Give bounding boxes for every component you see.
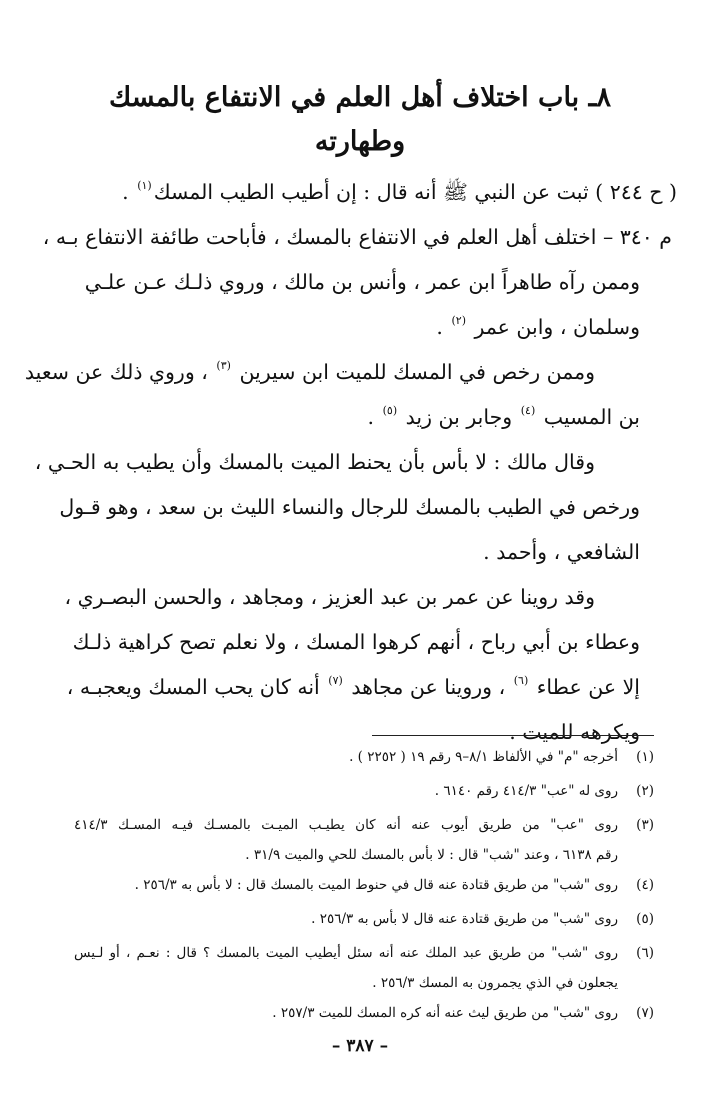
footnote: [74, 808, 654, 868]
footnote: [74, 996, 654, 1030]
footnote-text: روى له "عب" ٤١٤/٣ رقم ٦١٤٠ .: [434, 783, 618, 799]
footnote: [74, 902, 654, 936]
text-line: وعطاء بن أبي رباح ، أنهم كرهوا المسك ، ولا نعلم تصح كراهية ذلـك: [72, 630, 640, 654]
footnote-text: روى "عب" من طريق أيوب عنه أنه كان يطيـب الميـت بالمسـك فيـه المسـك ٤١٤/٣: [74, 817, 618, 833]
text-line: الشافعي ، وأحمد .: [483, 540, 640, 564]
footnote-ref: (٢): [451, 314, 466, 328]
footnote-ref: (٧): [328, 674, 343, 688]
footnote-number: (٢): [636, 783, 654, 799]
text-line: وقال مالك : لا بأس بأن يحنط الميت بالمسك وأن يطيب به الحـي ،: [34, 450, 595, 474]
footnote-text: أخرجه "م" في الألفاظ ٨/١–٩ رقم ١٩ ( ٢٢٥٢ ) .: [349, 749, 618, 765]
footnote-text: روى "شب" من طريق عبد الملك عنه أنه سئل أيطيب الميت بالمسك ؟ قال : نعـم ، أو لـيس: [74, 945, 618, 961]
main-text: [24, 170, 677, 755]
text-line: وسلمان ، وابن عمر $^{(٢)}$ .: [436, 314, 640, 339]
footnote-ref: (٣): [216, 359, 231, 373]
footnote-ref: (٦): [513, 674, 529, 688]
footnote-ref: (٥): [382, 404, 398, 418]
footnote-ref: (٤): [520, 404, 536, 418]
page-number: – ٣٨٧ –: [331, 1036, 389, 1056]
text-line: ويكرهه للميت .: [509, 720, 640, 744]
footnote-text: روى "شب" من طريق قتادة عنه قال في حنوط الميت بالمسك قال : لا بأس به ٢٥٦/٣ .: [134, 877, 618, 893]
text-line: م ٣٤٠ – اختلف أهل العلم في الانتفاع بالمسك ، فأباحت طائفة الانتفاع بـه ،: [42, 225, 672, 249]
footnote-number: (٦): [636, 945, 654, 961]
footnote-number: (٥): [636, 911, 654, 927]
text-line: وممن رآه طاهراً ابن عمر ، وأنس بن مالك ، وروي ذلـك عـن علـي: [84, 270, 640, 294]
footnote: [74, 740, 654, 774]
footnote-divider: [372, 735, 654, 736]
text-line: ورخص في الطيب بالمسك للرجال والنساء الليث بن سعد ، وهو قـول: [59, 495, 640, 519]
hadith-line: ( ح ٢٤٤ ) ثبت عن النبي ﷺ أنه قال : إن أطيب الطيب المسك$^{(١)}$ .: [122, 179, 677, 204]
text-line: وممن رخص في المسك للميت ابن سيرين $^{(٣)}$ ، وروي ذلك عن سعيد: [24, 359, 595, 384]
text-line: بن المسيب $^{(٤)}$ وجابر بن زيد $^{(٥)}$ .: [367, 404, 640, 429]
footnote: [74, 936, 654, 996]
footnote-number: (٣): [636, 817, 654, 833]
page-title: ٨ـ باب اختلاف أهل العلم في الانتفاع بالمسك وطهارته: [108, 82, 612, 157]
text-line: إلا عن عطاء $^{(٦)}$ ، وروينا عن مجاهد $^{(٧)}$ أنه كان يحب المسك ويعجبـه ،: [66, 674, 640, 699]
footnote-text: روى "شب" من طريق قتادة عنه قال لا بأس به ٢٥٦/٣ .: [311, 911, 618, 927]
footnote-number: (١): [636, 749, 654, 765]
footnote: [74, 868, 654, 902]
footnote-text: روى "شب" من طريق ليث عنه أنه كره المسك للميت ٢٥٧/٣ .: [272, 1005, 618, 1021]
footnote: [74, 774, 654, 808]
footnote-text: يجعلون في الذي يجمرون به المسك ٢٥٦/٣ .: [372, 975, 618, 991]
footnote-number: (٤): [636, 877, 654, 893]
footnote-text: رقم ٦١٣٨ ، وعند "شب" قال : لا بأس بالمسك للحي والميت ٣١/٩ .: [245, 847, 618, 863]
footnote-number: (٧): [636, 1005, 654, 1021]
footnote-ref: (١): [137, 179, 152, 193]
footnotes: [74, 740, 654, 1030]
text-line: وقد روينا عن عمر بن عبد العزيز ، ومجاهد ، والحسن البصـري ،: [64, 585, 595, 609]
